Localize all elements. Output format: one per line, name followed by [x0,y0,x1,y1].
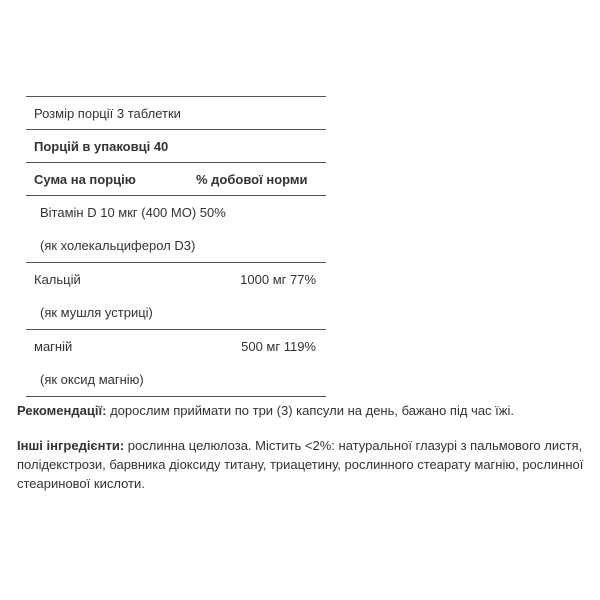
table-header-row [26,163,326,196]
serving-size-row [26,97,326,130]
serving-size-text: Розмір порції 3 таблетки [34,106,181,121]
nutrient-source-row [26,363,326,396]
nutrient-source: (як холекальциферол D3) [40,238,196,253]
nutrient-source-row [26,229,326,262]
supplement-facts-table [26,96,326,397]
other-ingredients-label: Інші інгредієнти: [17,438,125,453]
nutrient-row [26,196,326,229]
other-ingredients-paragraph [17,436,587,493]
nutrient-amount: 500 мг 119% [241,339,316,354]
recommendations-text: дорослим приймати по три (3) капсули на день, бажано під час їжі. [106,403,514,418]
recommendations-paragraph [17,401,587,420]
recommendations-label: Рекомендації: [17,403,107,418]
servings-per-container-row [26,130,326,163]
daily-value-header: % добової норми [196,172,308,187]
nutrient-source: (як оксид магнію) [40,372,144,387]
nutrient-name: Вітамін D 10 мкг (400 МО) 50% [40,205,226,220]
nutrient-name: Кальцій [34,272,81,287]
nutrient-group-magnesium [26,330,326,396]
nutrient-group-vitamin-d [26,196,326,263]
nutrient-amount: 1000 мг 77% [240,272,316,287]
nutrient-source-row [26,296,326,329]
nutrient-row [26,263,326,296]
nutrient-source: (як мушля устриці) [40,305,153,320]
amount-per-serving-header: Сума на порцію [34,172,136,187]
servings-per-container-text: Порцій в упаковці 40 [34,139,169,154]
nutrient-name: магній [34,339,73,354]
nutrient-group-calcium [26,263,326,330]
other-ingredients-text: рослинна целюлоза. Містить <2%: натуральної глазурі з пальмового листя, полідекстрози, барвника діоксиду титану, триацетину, рослинного стеарату магнію, рослинної стеаринової кислоти. [17,438,584,491]
nutrient-row [26,330,326,363]
